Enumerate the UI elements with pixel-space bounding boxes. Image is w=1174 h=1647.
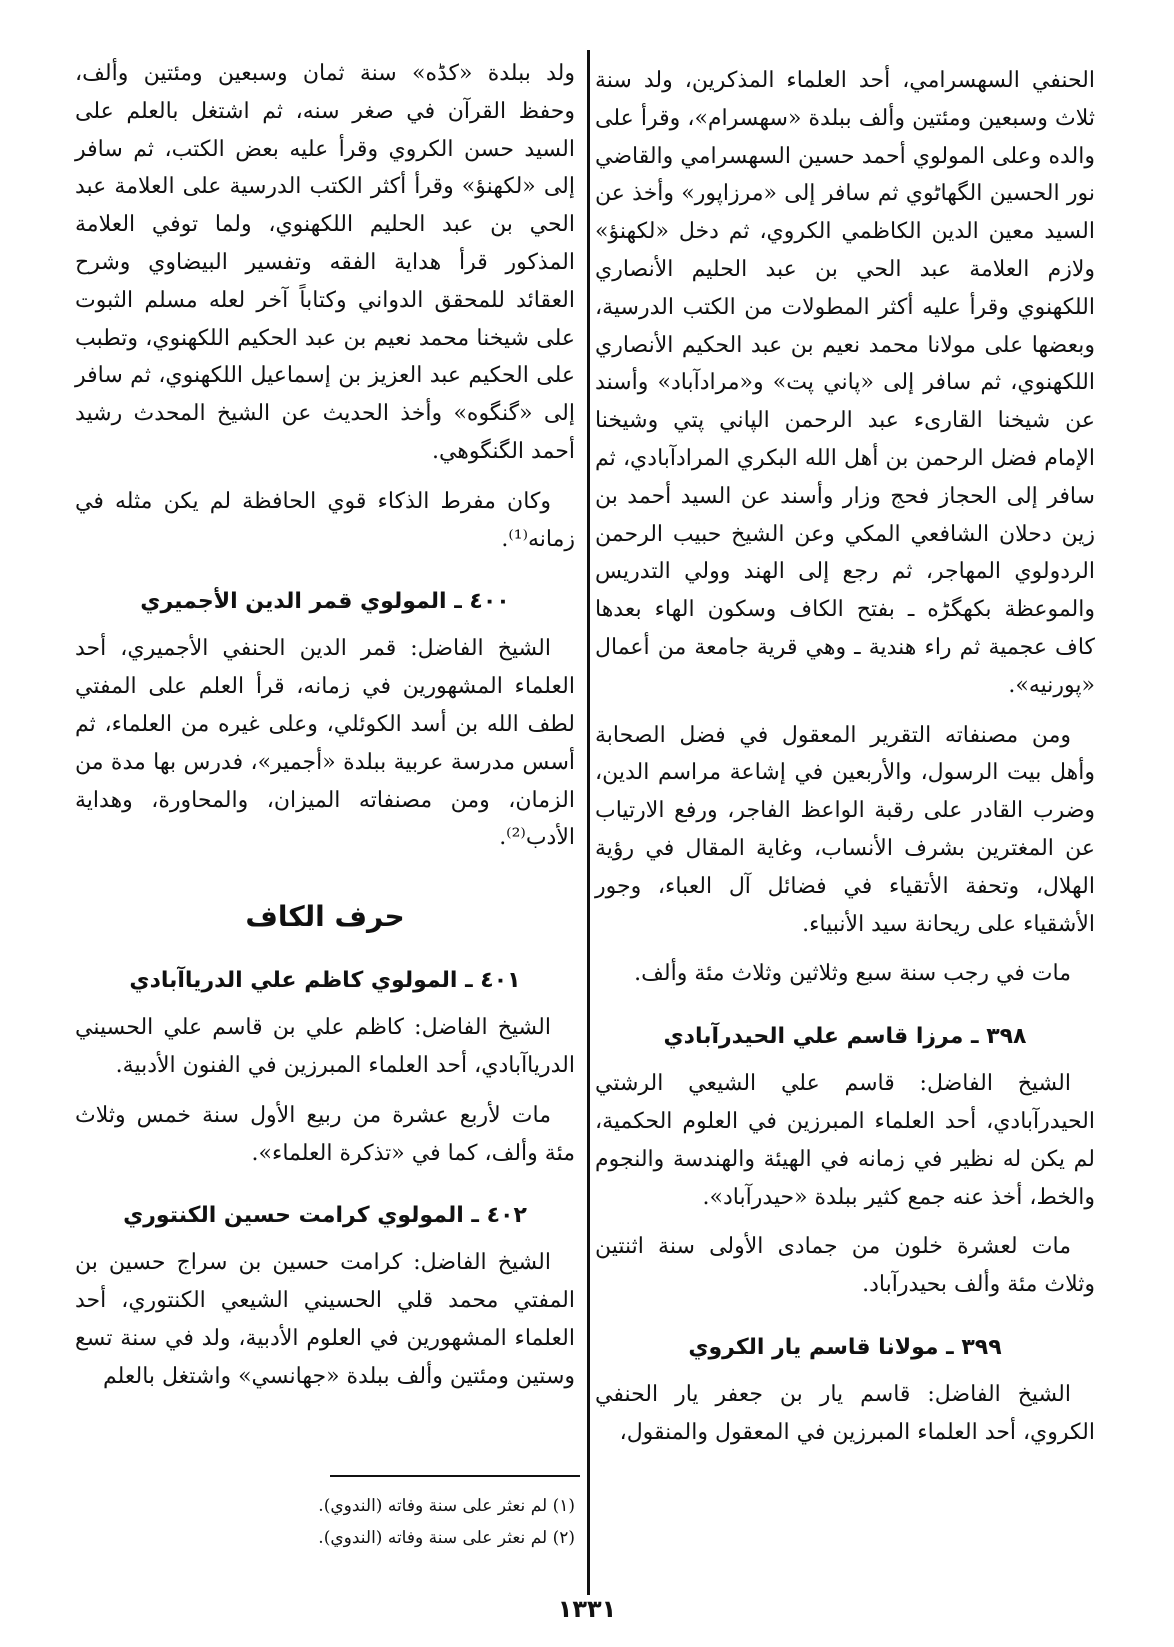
paragraph: مات لعشرة خلون من جمادى الأولى سنة اثنتين وثلاث مئة وألف بحيدرآباد. [595,1234,1095,1298]
footnote-rule [330,1475,580,1477]
entry-heading-401: ٤٠١ ـ المولوي كاظم علي الدرياآبادي [129,968,521,994]
paragraph: الشيخ الفاضل: كاظم علي بن قاسم علي الحسيني الدرياآبادي، أحد العلماء المبرزين في الفنون الأدبية. [75,1015,575,1078]
section-title: حرف الكاف [245,900,405,934]
paragraph: ومن مصنفاته التقرير المعقول في فضل الصحابة وأهل بيت الرسول، والأربعين في إشاعة مراسم الدين، وضرب القادر على رقبة الواعظ الفاجر، ورفع الارتياب عن المغترين بشرف الأنساب، وغاية المقال في رؤية الهلال، وتحفة الأتقياء في فضائل آل العباء، وجور الأشقياء على ريحانة سيد الأنبياء. [595,722,1095,937]
entry-heading-399: ٣٩٩ ـ مولانا قاسم يار الكروي [688,1334,1002,1360]
right-column [595,62,1095,1464]
paragraph: الشيخ الفاضل: كرامت حسين بن سراج حسين بن المفتي محمد قلي الحسيني الشيعي الكنتوري، أحد العلماء المشهورين في العلوم الأدبية، ولد في سنة تسع وستين ومئتين وألف ببلدة «جهانسي» واشتغل بالعلم [75,1250,575,1389]
footnote: (١) لم نعثر على سنة وفاته (الندوي). [318,1496,575,1516]
left-column [75,55,575,1408]
paragraph: مات في رجب سنة سبع وثلاثين وثلاث مئة وألف. [634,961,1071,987]
paragraph: ولد ببلدة «كڈه» سنة ثمان وسبعين ومئتين وألف، وحفظ القرآن في صغر سنه، ثم اشتغل بالعلم على السيد حسن الكروي وقرأ عليه بعض الكتب، ثم سافر إلى «لكهنؤ» وقرأ أكثر الكتب الدرسية على العلامة عبد الحي بن عبد الحليم اللكهنوي، ولما توفي العلامة المذكور قرأ هداية الفقه وتفسير البيضاوي وشرح العقائد للمحقق الدواني وكتاباً آخر لعله مسلم الثبوت على شيخنا محمد نعيم بن عبد الحكيم اللكهنوي، وتطبب على الحكيم عبد العزيز بن إسماعيل اللكهنوي، ثم سافر إلى «گنگوه» وأخذ الحديث عن الشيخ المحدث رشيد أحمد الگنگوهي. [75,61,576,464]
footnote: (٢) لم نعثر على سنة وفاته (الندوي). [318,1528,575,1548]
paragraph: الشيخ الفاضل: قاسم علي الشيعي الرشتي الحيدرآبادي، أحد العلماء المبرزين في العلوم الحكمية، لم يكن له نظير في زمانه في الهيئة والهندسة والنجوم والخط، أخذ عنه جمع كثير ببلدة «حيدرآباد». [595,1071,1095,1210]
footnotes [75,1490,575,1554]
column-divider [587,50,590,1595]
paragraph: الحنفي السهسرامي، أحد العلماء المذكرين، ولد سنة ثلاث وسبعين ومئتين وألف ببلدة «سهسرام»، وقرأ على والده وعلى المولوي أحمد حسين السهسرامي والقاضي نور الحسين الگهاٹوي ثم سافر إلى «مرزاپور» وأخذ عن السيد معين الدين الكاظمي الكروي، ثم دخل «لكهنؤ» ولازم العلامة عبد الحي بن عبد الحليم الأنصاري اللكهنوي وقرأ عليه أكثر المطولات من الكتب الدرسية، وبعضها على مولانا محمد نعيم بن عبد الحكيم الأنصاري اللكهنوي، ثم سافر إلى «پاني پت» و«مرادآباد» وأسند عن شيخنا القارىء عبد الرحمن الپاني پتي وشيخنا الإمام فضل الرحمن بن أهل الله البكري المرادآبادي، ثم سافر إلى الحجاز فحج وزار وأسند عن السيد أحمد بن زين دحلان الشافعي المكي وعن الشيخ حبيب الرحمن الردولوي المهاجر، ثم رجع إلى الهند وولي التدريس والموعظة بكهگڑه ـ بفتح الكاف وسكون الهاء بعدها كاف عجمية ثم راء هندية ـ وهي قرية جامعة من أعمال «پورنيه». [595,68,1095,698]
page-number: ١٣٣١ [557,1595,617,1623]
entry-heading-400: ٤٠٠ ـ المولوي قمر الدين الأجميري [140,589,510,615]
entry-heading-402: ٤٠٢ ـ المولوي كرامت حسين الكنتوري [123,1203,527,1229]
paragraph: مات لأربع عشرة من ربيع الأول سنة خمس وثلاث مئة وألف، كما في «تذكرة العلماء». [75,1102,575,1166]
paragraph: الشيخ الفاضل: قاسم يار بن جعفر يار الحنفي الكروي، أحد العلماء المبرزين في المعقول والمنقول، [595,1381,1095,1445]
entry-heading-398: ٣٩٨ ـ مرزا قاسم علي الحيدرآبادي [663,1024,1027,1050]
paragraph: الشيخ الفاضل: قمر الدين الحنفي الأجميري، أحد العلماء المشهورين في زمانه، قرأ العلم على المفتي لطف الله بن أسد الكوئلي، وعلى غيره من العلماء، ثم أسس مدرسة عربية ببلدة «أجمير»، فدرس بها مدة من الزمان، ومن مصنفاته الميزان، والمحاورة، وهداية الأدب⁽²⁾. [75,636,575,851]
paragraph: وكان مفرط الذكاء قوي الحافظة لم يكن مثله في زمانه⁽¹⁾. [75,488,575,552]
